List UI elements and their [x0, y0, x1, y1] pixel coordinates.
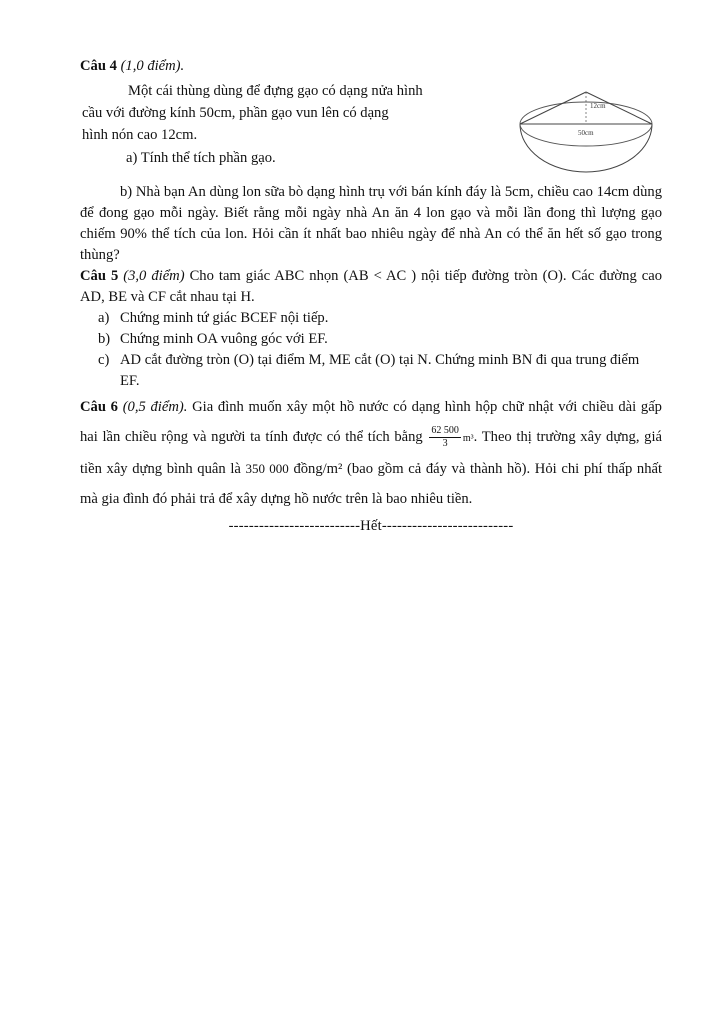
question-4-part-a: a) Tính thể tích phần gạo.: [126, 150, 276, 166]
question-5-item-c: c) AD cắt đường tròn (O) tại điểm M, ME cắt (O) tại N. Chứng minh BN đi qua trung điểm EF.: [98, 352, 640, 389]
cone-left-side: [520, 92, 586, 124]
question-4-part-b: b) Nhà bạn An dùng lon sữa bò dạng hình trụ với bán kính đáy là 5cm, chiều cao 14cm dùng để đong gạo mỗi ngày. Biết rằng mỗi ngày nhà An ăn 4 lon gạo và mỗi lần đong thì lượng gạo chiếm 90% thể tích của lon. Hỏi cần ít nhất bao nhiêu ngày để nhà An có thể ăn hết số gạo trong thùng?: [80, 184, 662, 263]
height-label: 12cm: [590, 102, 606, 110]
question-5-items: [80, 308, 662, 392]
hemisphere-cone-figure: [516, 86, 656, 176]
question-5-text: Cho tam giác ABC nhọn (AB < AC ) nội tiếp đường tròn (O). Các đường cao AD, BE và CF cắt nhau tại H.: [80, 268, 662, 305]
question-4-line1: Một cái thùng dùng để đựng gạo có dạng nửa hình: [128, 83, 423, 99]
question-5-stem: [80, 266, 662, 308]
question-5-title: Câu 5: [80, 268, 119, 284]
question-4-points: (1,0 điểm).: [120, 58, 185, 74]
question-6-points: (0,5 điểm).: [122, 399, 188, 415]
question-4-header: [80, 56, 662, 178]
exam-page: [80, 56, 662, 537]
question-4-line2: cầu với đường kính 50cm, phần gạo vun lên có dạng: [82, 105, 389, 121]
volume-unit: m³: [462, 433, 474, 444]
diameter-label: 50cm: [578, 129, 594, 137]
volume-fraction: $\frac{62 500}{3}$: [431, 425, 459, 450]
question-5-item-b: b) Chứng minh OA vuông góc với EF.: [98, 331, 328, 347]
question-6-title: Câu 6: [80, 399, 118, 415]
question-4-title: Câu 4: [80, 58, 117, 74]
question-6-text: Câu 6 (0,5 điểm). Gia đình muốn xây một hồ nước có dạng hình hộp chữ nhật với chiều dài gấp hai lần chiều rộng và người ta tính được có thể tích bằng $\frac{62 500}{3}$ m³. Theo thị trường xây dựng, giá tiền xây dựng bình quân là 350 000 đồng/m² (bao gồm cả đáy và thành hồ). Hỏi chi phí thấp nhất mà gia đình đó phải trả để xây dựng hồ nước trên là bao nhiêu tiền.: [80, 399, 663, 507]
question-5-points: (3,0 điểm): [123, 268, 185, 284]
price-value: 350 000: [245, 461, 289, 476]
end-marker: --------------------------Hết--------------------------: [228, 518, 514, 534]
question-4-line3: hình nón cao 12cm.: [82, 127, 198, 143]
question-5-item-a: a) Chứng minh tứ giác BCEF nội tiếp.: [98, 310, 329, 326]
